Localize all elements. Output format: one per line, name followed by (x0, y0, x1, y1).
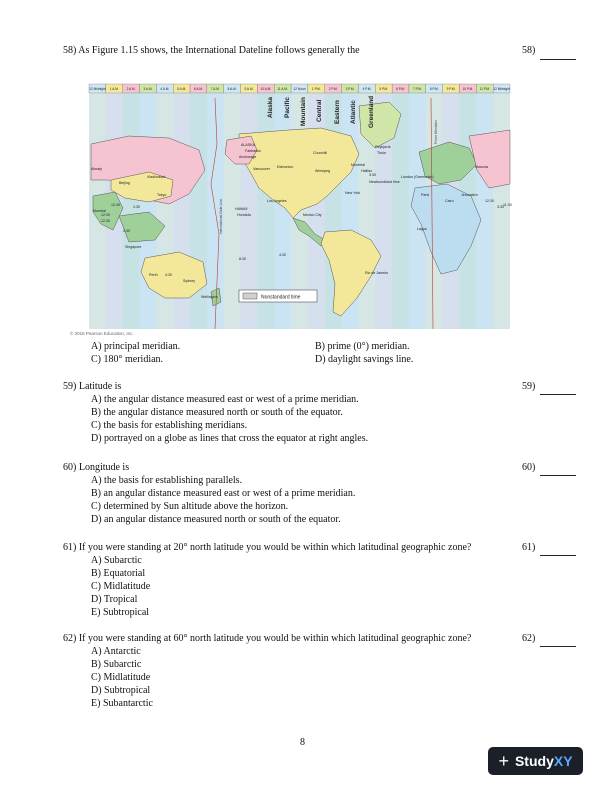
place-label: Vladivostok (147, 175, 166, 179)
q59-option-a[interactable]: A) the angular distance measured east or west of a prime meridian. (91, 393, 359, 405)
place-label: Halifax (361, 169, 372, 173)
time-band-label: 11 P.M. (479, 87, 490, 91)
place-label: New York (345, 191, 361, 195)
dateline-label: International Date Line (219, 198, 223, 234)
q61-option-d[interactable]: D) Tropical (91, 593, 138, 605)
time-band-label: 12 Noon (293, 87, 306, 91)
place-label: 11:30 (503, 203, 512, 207)
question-62-stem: 62) If you were standing at 60° north latitude you would be within which latitudinal geographic zone? (63, 633, 472, 644)
time-band-label: 10 P.M. (462, 87, 474, 91)
prime-meridian-label: Prime Meridian (434, 120, 438, 144)
place-label: Honolulu (237, 213, 252, 217)
time-band-label: 2 A.M. (126, 87, 136, 91)
time-band-label: 4 A.M. (160, 87, 170, 91)
place-label: 3:30 (369, 173, 376, 177)
question-60-stem: 60) Longitude is (63, 462, 130, 473)
question-58-stem: 58) As Figure 1.15 shows, the International Dateline follows generally the (63, 45, 360, 56)
time-zone-stripe (476, 93, 493, 329)
q60-option-a[interactable]: A) the basis for establishing parallels. (91, 474, 243, 486)
place-label: ALASKA (241, 143, 255, 147)
zone-name-atlantic: Atlantic (350, 100, 357, 124)
q62-option-a[interactable]: A) Antarctic (91, 645, 141, 657)
brand-xy: XY (553, 753, 573, 769)
question-59 (63, 381, 581, 446)
place-label: Jerusalem (461, 193, 478, 197)
time-band-label: 8 P.M. (429, 87, 439, 91)
question-59-number: 59) (522, 381, 536, 392)
place-label: Los Angeles (267, 199, 287, 203)
place-label: London (Greenwich) (401, 175, 434, 179)
q62-option-c[interactable]: C) Midlatitude (91, 671, 151, 683)
place-label: Anchorage (239, 155, 257, 159)
zone-name-mountain: Mountain (300, 97, 307, 126)
time-band-label: 5 P.M. (379, 87, 389, 91)
question-62 (63, 633, 518, 710)
q58-option-d[interactable]: D) daylight savings line. (315, 354, 414, 365)
place-label: 1:30 (133, 205, 140, 209)
q59-option-b[interactable]: B) the angular distance measured north or south of the equator. (91, 406, 343, 418)
place-label: Winnipeg (315, 169, 330, 173)
q59-option-d[interactable]: D) portrayed on a globe as lines that cross the equator at right angles. (91, 432, 369, 444)
question-60-number: 60) (522, 462, 536, 473)
place-label: 4:30 (165, 273, 172, 277)
place-label: Montréal (351, 163, 365, 167)
place-label: Lagos (417, 227, 427, 231)
place-label: 12:45 (111, 203, 120, 207)
zone-name-greenland: Greenland (368, 95, 375, 128)
question-58 (63, 45, 581, 58)
question-59-stem: 59) Latitude is (63, 381, 122, 392)
place-label: Almaty (91, 167, 102, 171)
q58-option-b[interactable]: B) prime (0°) meridian. (315, 341, 410, 352)
place-label: Thule (377, 151, 386, 155)
place-label: Paris (421, 193, 430, 197)
time-band-label: 6 P.M. (396, 87, 405, 91)
time-band-label: 5 A.M. (177, 87, 187, 91)
q61-option-c[interactable]: C) Midlatitude (91, 580, 151, 592)
time-zone-map-svg (89, 84, 510, 329)
place-label: Edmonton (277, 165, 294, 169)
place-label: Moscow (475, 165, 489, 169)
place-label: Perth (149, 273, 158, 277)
legend-swatch (243, 293, 257, 299)
q59-option-c[interactable]: C) the basis for establishing meridians. (91, 419, 248, 431)
time-zone-stripe (224, 93, 241, 329)
place-label: Tokyo (157, 193, 167, 197)
place-label: Vancouver (253, 167, 270, 171)
page-number: 8 (300, 737, 305, 748)
place-label: 4:30 (279, 253, 286, 257)
time-band-label: 12 Midnight (493, 87, 510, 91)
q61-option-a[interactable]: A) Subarctic (91, 554, 142, 566)
zone-name-pacific: Pacific (284, 97, 291, 118)
place-label: Cairo (445, 199, 454, 203)
figure-credit: © 2016 Pearson Education, Inc. (70, 331, 134, 336)
place-label: 2:30 (123, 229, 130, 233)
place-label: Wellington (201, 295, 218, 299)
time-band-label: 11 A.M. (277, 87, 288, 91)
time-zone-stripe (140, 93, 157, 329)
place-label: Beijing (119, 181, 130, 185)
place-label: 12:30 (101, 219, 110, 223)
time-band-label: 4 P.M. (362, 87, 372, 91)
question-61 (63, 542, 518, 619)
time-band-label: 2 P.M. (328, 87, 338, 91)
zone-name-central: Central (316, 99, 323, 122)
time-band-label: 8 A.M. (227, 87, 237, 91)
question-58-number: 58) (522, 45, 536, 56)
q62-option-d[interactable]: D) Subtropical (91, 684, 151, 696)
time-band-label: 1 A.M. (109, 87, 119, 91)
place-label: Rio de Janeiro (365, 271, 389, 275)
answer-blank-58[interactable] (540, 49, 576, 60)
time-band-label: 3 P.M. (345, 87, 355, 91)
time-band-label: 12 Midnight (89, 87, 106, 91)
time-band-label: 9 P.M. (446, 87, 456, 91)
place-label: Mexico City (303, 213, 322, 217)
q62-option-b[interactable]: B) Subarctic (91, 658, 142, 670)
time-band-label: 7 P.M. (412, 87, 422, 91)
place-label: 3:30 (497, 205, 504, 209)
question-60 (63, 462, 581, 527)
place-label: HAWAII (235, 207, 248, 211)
time-band-label: 1 P.M. (311, 87, 321, 91)
time-band-label: 10 A.M. (260, 87, 272, 91)
q62-option-e[interactable]: E) Subantarctic (91, 697, 153, 709)
answer-blank-61[interactable] (540, 545, 576, 556)
q60-option-c[interactable]: C) determined by Sun altitude above the horizon. (91, 500, 289, 512)
question-61-stem: 61) If you were standing at 20° north latitude you would be within which latitudinal geographic zone? (63, 542, 472, 553)
time-band-label: 9 A.M. (244, 87, 254, 91)
place-label: Mumbai (93, 209, 106, 213)
q60-option-d[interactable]: D) an angular distance measured north or south of the equator. (91, 513, 341, 525)
place-label: 8:30 (239, 257, 246, 261)
time-band (89, 84, 510, 93)
place-label: Churchill (313, 151, 327, 155)
plus-icon: + (498, 750, 509, 771)
q58-option-a[interactable]: A) principal meridian. (91, 341, 181, 352)
place-label: 12:30 (485, 199, 494, 203)
q61-option-e[interactable]: E) Subtropical (91, 606, 150, 618)
answer-blank-59[interactable] (540, 384, 576, 395)
studyxy-badge[interactable] (488, 747, 583, 775)
place-label: Singapore (125, 245, 142, 249)
brand-logo (515, 753, 573, 769)
zone-name-eastern: Eastern (334, 100, 341, 124)
time-zone-stripe (123, 93, 140, 329)
time-zone-stripe (493, 93, 510, 329)
place-label: Fairbanks (245, 149, 261, 153)
brand-study: Study (514, 753, 554, 769)
zone-name-alaska: Alaska (267, 97, 274, 118)
answer-blank-60[interactable] (540, 465, 576, 476)
place-label: Sydney (183, 279, 195, 283)
time-band-label: 6 A.M. (193, 87, 203, 91)
time-band-label: 7 A.M. (210, 87, 220, 91)
time-zone-map (89, 84, 510, 329)
place-label: 12:30 (101, 213, 110, 217)
question-61-number: 61) (522, 542, 536, 553)
question-62-number: 62) (522, 633, 536, 644)
q61-option-b[interactable]: B) Equatorial (91, 567, 146, 579)
place-label: Reykjavík (375, 145, 391, 149)
answer-blank-62[interactable] (540, 636, 576, 647)
time-band-label: 3 A.M. (143, 87, 153, 91)
q60-option-b[interactable]: B) an angular distance measured east or west of a prime meridian. (91, 487, 356, 499)
legend-label: Nonstandard time (261, 294, 301, 301)
q58-option-c[interactable]: C) 180° meridian. (91, 354, 164, 365)
place-label: Newfoundland time (369, 180, 400, 184)
